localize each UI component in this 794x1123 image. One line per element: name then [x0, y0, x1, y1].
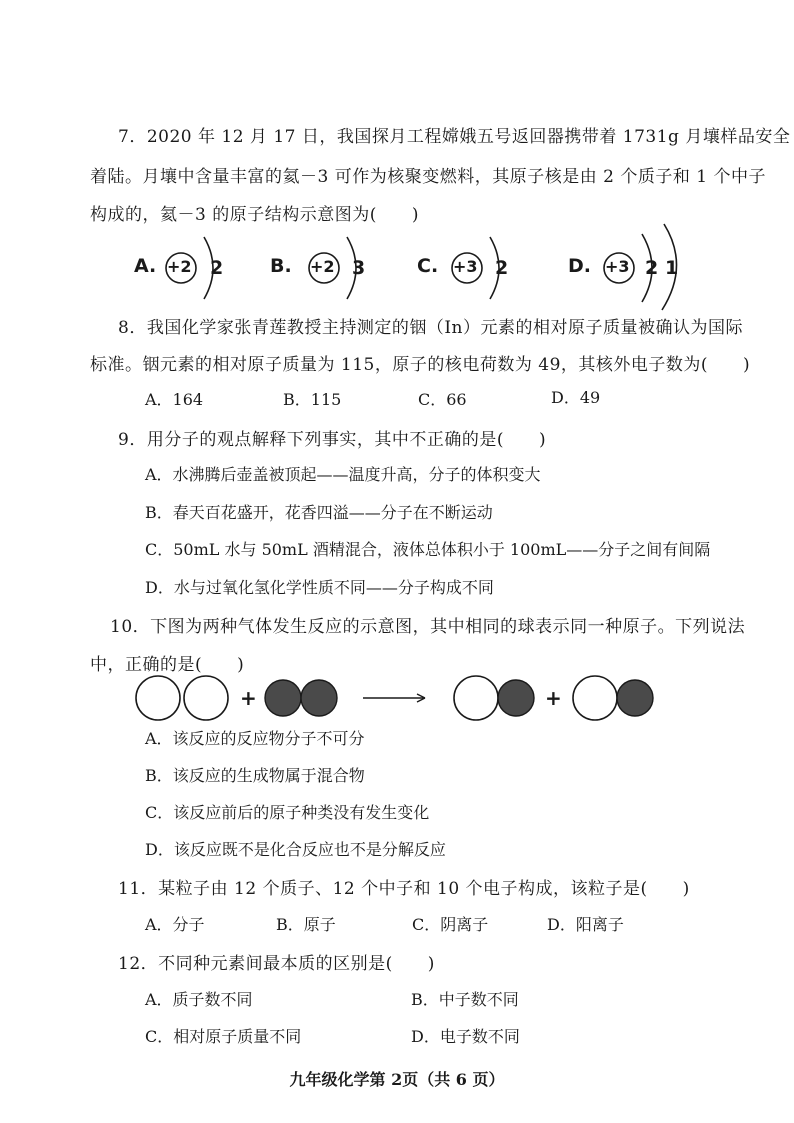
q9-option-a[interactable]: A．水沸腾后壶盖被顶起——温度升高，分子的体积变大	[145, 465, 541, 484]
q11-option-b[interactable]: B．原子	[276, 915, 336, 934]
q8-option-b[interactable]: B．115	[283, 390, 342, 409]
q10-line-1: 10．下图为两种气体发生反应的示意图，其中相同的球表示同一种原子。下列说法	[110, 617, 746, 637]
q9-option-b[interactable]: B．春天百花盛开，花香四溢——分子在不断运动	[145, 503, 493, 522]
q7-option-a-nucleus: +2	[167, 257, 192, 276]
q8-option-a[interactable]: A．164	[145, 390, 204, 409]
q7-option-c-shell: 2	[495, 257, 509, 279]
q7-option-c-label: C.	[417, 255, 439, 277]
page-footer: 九年级化学第 2页（共 6 页）	[289, 1070, 505, 1089]
q11-option-c[interactable]: C．阴离子	[412, 915, 489, 934]
q8-option-c[interactable]: C．66	[418, 390, 467, 409]
q12-option-d[interactable]: D．电子数不同	[411, 1027, 520, 1046]
q12-option-a[interactable]: A．质子数不同	[145, 990, 253, 1009]
reactant-1-atom-1	[136, 676, 180, 720]
q7-option-d-nucleus: +3	[605, 257, 630, 276]
reactant-2-atom-2	[301, 680, 337, 716]
q7-option-b-shell: 3	[352, 257, 366, 279]
q9-option-c[interactable]: C．50mL 水与 50mL 酒精混合，液体总体积小于 100mL——分子之间有间隔	[145, 540, 711, 559]
q9-stem: 9．用分子的观点解释下列事实，其中不正确的是( )	[118, 430, 547, 450]
q7-option-a-label: A.	[134, 255, 157, 277]
q12-option-b[interactable]: B．中子数不同	[411, 990, 519, 1009]
q11-stem: 11．某粒子由 12 个质子、12 个中子和 10 个电子构成，该粒子是( )	[118, 879, 690, 899]
q7-option-b-nucleus: +2	[310, 257, 335, 276]
q7-line-3: 构成的，氦－3 的原子结构示意图为( )	[90, 205, 419, 225]
q11-option-a[interactable]: A．分子	[145, 915, 205, 934]
q10-option-b[interactable]: B．该反应的生成物属于混合物	[145, 766, 365, 785]
reaction-diagram	[133, 668, 663, 728]
q11-option-d[interactable]: D．阳离子	[547, 915, 624, 934]
q7-option-d-label: D.	[568, 255, 591, 277]
product-2-white-atom	[573, 676, 617, 720]
product-2-dark-atom	[617, 680, 653, 716]
q7-option-b-label: B.	[270, 255, 292, 277]
product-1-dark-atom	[498, 680, 534, 716]
q10-option-c[interactable]: C．该反应前后的原子种类没有发生变化	[145, 803, 430, 822]
reaction-plus-2: +	[545, 686, 562, 710]
q7-option-d-shell-1: 2	[645, 257, 659, 279]
q12-option-c[interactable]: C．相对原子质量不同	[145, 1027, 302, 1046]
q7-option-c-nucleus: +3	[453, 257, 478, 276]
q8-line-1: 8．我国化学家张青莲教授主持测定的铟（In）元素的相对原子质量被确认为国际	[118, 318, 743, 338]
q7-option-d-shell-2: 1	[665, 257, 679, 279]
q10-option-a[interactable]: A．该反应的反应物分子不可分	[145, 729, 365, 748]
q12-stem: 12．不同种元素间最本质的区别是( )	[118, 954, 435, 974]
q10-option-d[interactable]: D．该反应既不是化合反应也不是分解反应	[145, 840, 446, 859]
q7-option-a-shell: 2	[210, 257, 224, 279]
q9-option-d[interactable]: D．水与过氧化氢化学性质不同——分子构成不同	[145, 578, 494, 597]
q7-line-2: 着陆。月壤中含量丰富的氦－3 可作为核聚变燃料，其原子核是由 2 个质子和 1 个中子	[90, 167, 766, 187]
reaction-plus-1: +	[240, 686, 257, 710]
q8-option-d[interactable]: D．49	[551, 388, 601, 407]
q7-line-1: 7．2020 年 12 月 17 日，我国探月工程嫦娥五号返回器携带着 1731g 月壤样品安全	[118, 127, 791, 147]
product-1-white-atom	[454, 676, 498, 720]
q8-line-2: 标准。铟元素的相对原子质量为 115，原子的核电荷数为 49，其核外电子数为( )	[90, 355, 751, 375]
reactant-2-atom-1	[265, 680, 301, 716]
q10-line-2: 中，正确的是( )	[90, 655, 245, 675]
reactant-1-atom-2	[184, 676, 228, 720]
